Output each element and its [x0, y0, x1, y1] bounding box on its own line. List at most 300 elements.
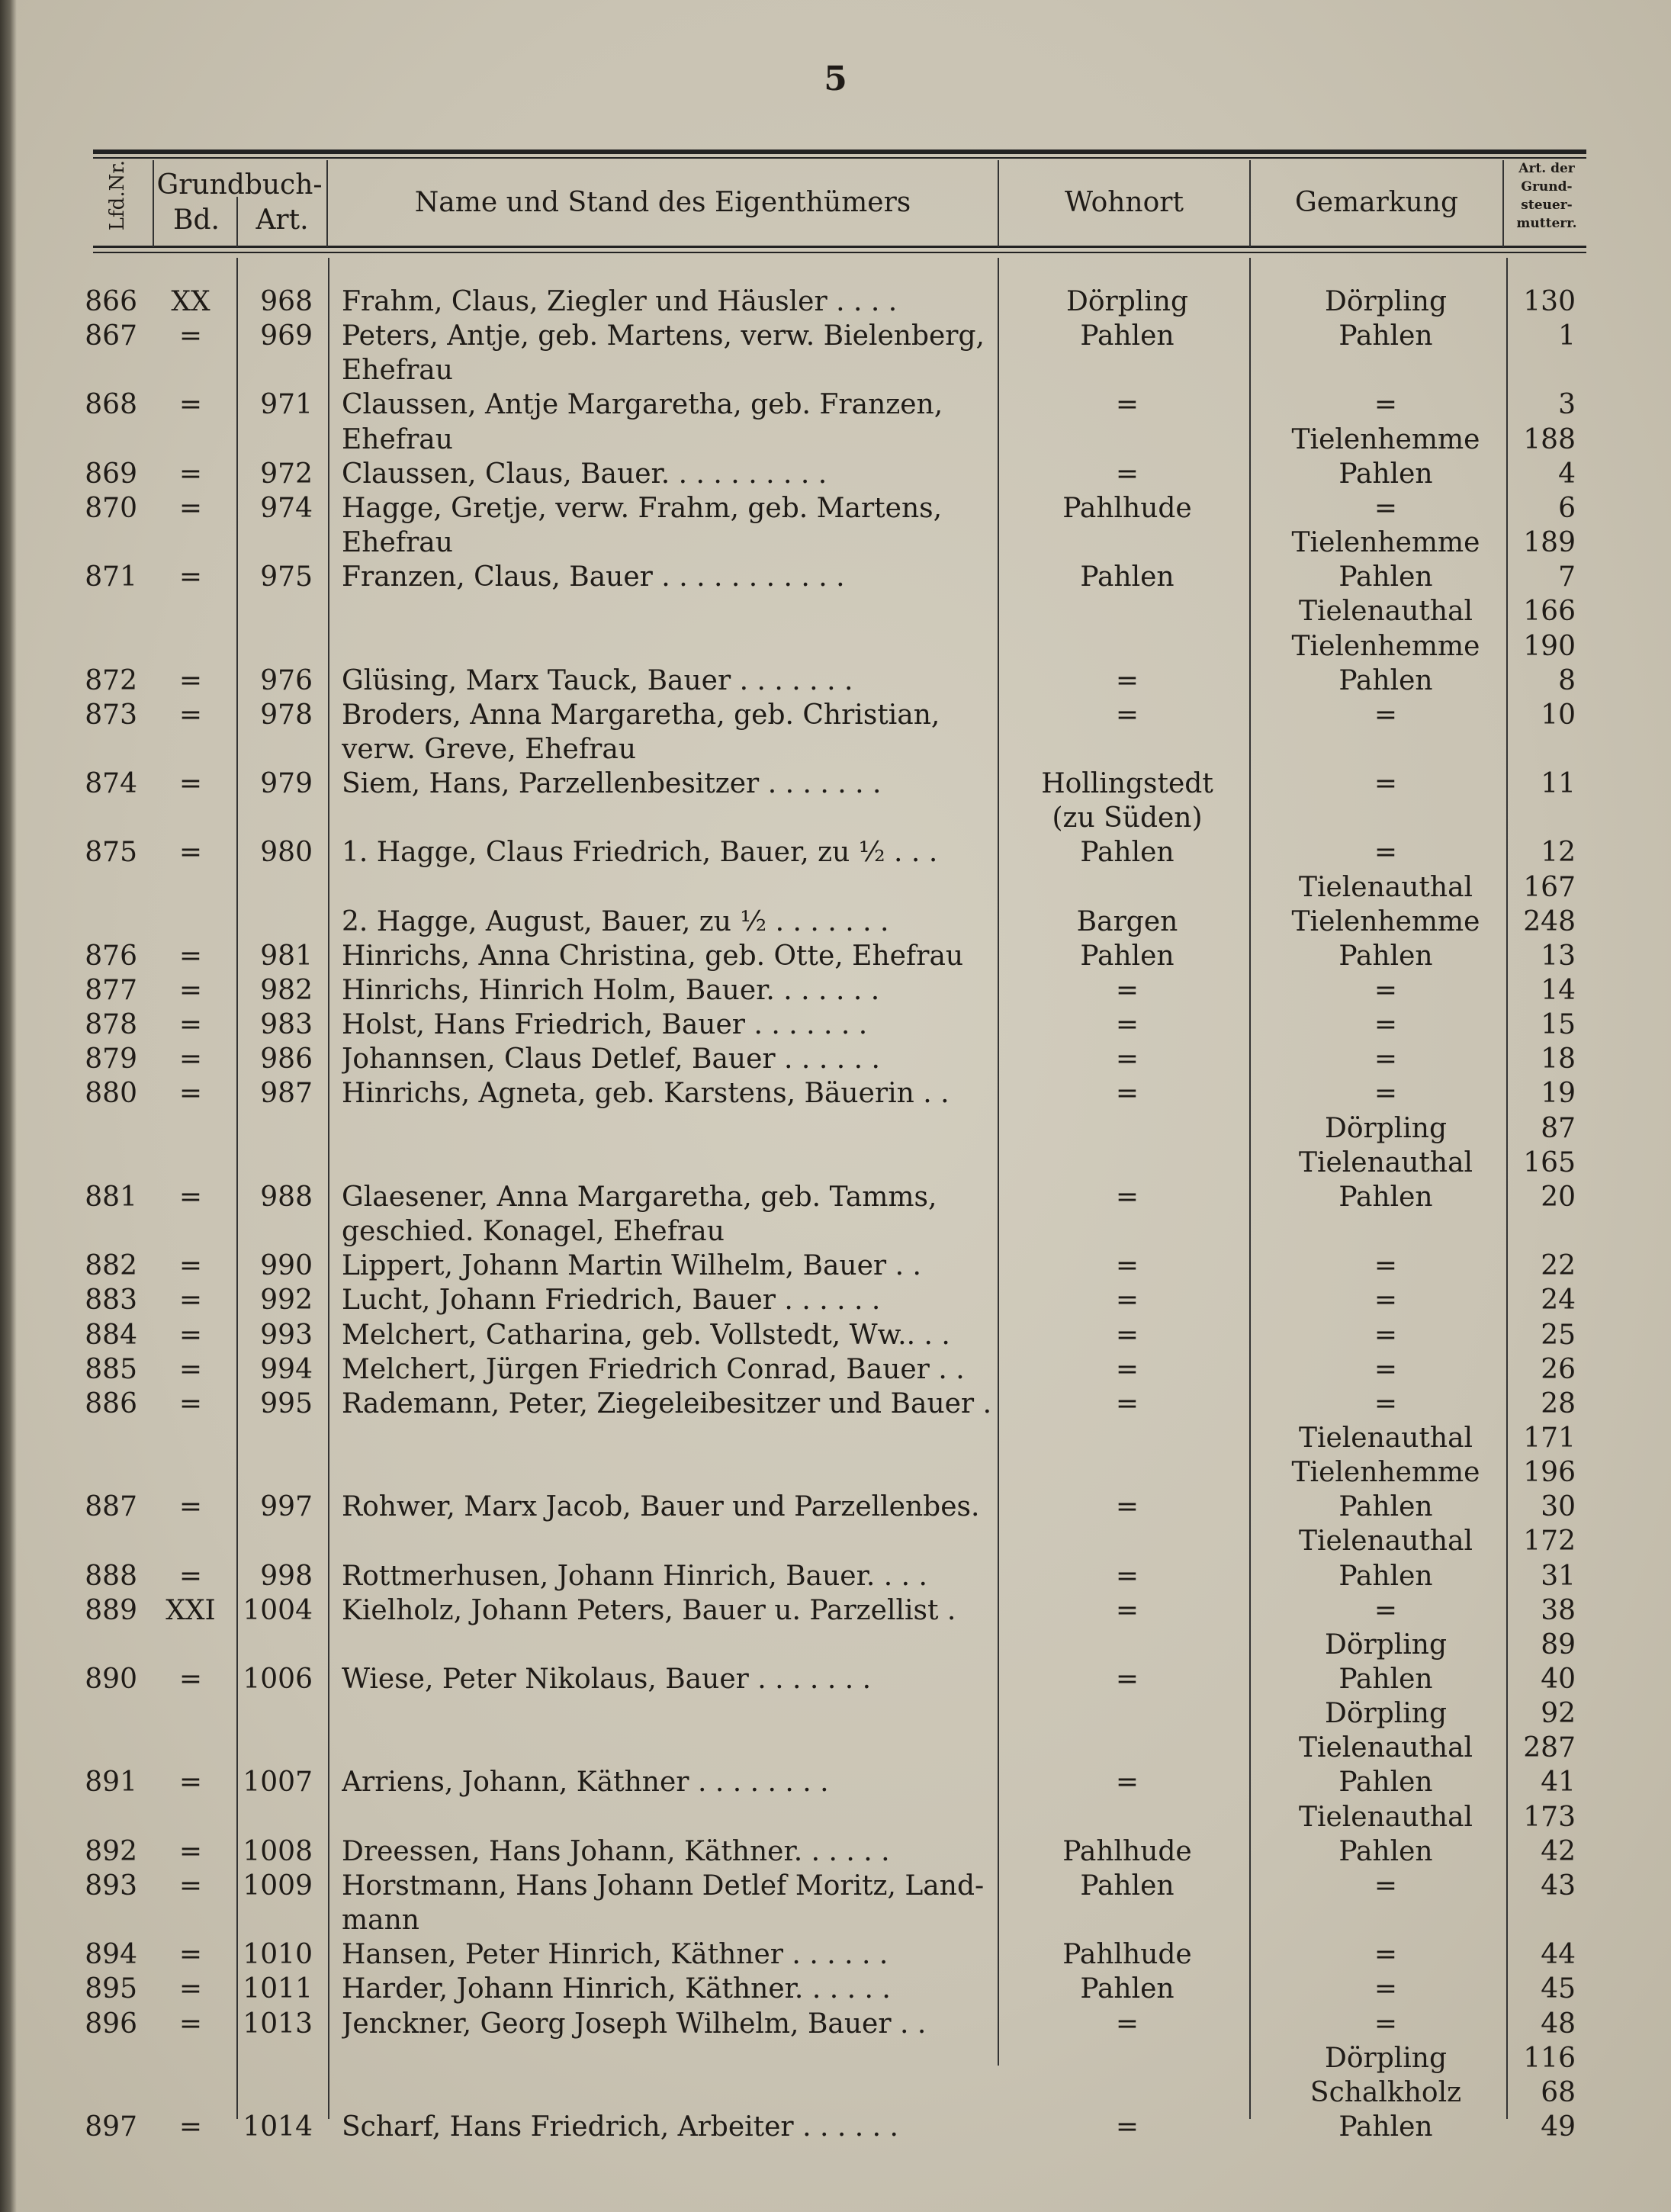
wohnort-cell: =: [1115, 699, 1139, 731]
table-row: [0, 1559, 1671, 1593]
mutterrolle-nr-cell: 7: [1558, 561, 1576, 593]
table-row: [0, 1455, 1671, 1490]
table-row: [0, 1869, 1671, 1903]
lfd-nr-cell: 877: [85, 975, 137, 1006]
grundbuch-bd-cell: =: [178, 2111, 203, 2143]
grundbuch-art-cell: 979: [260, 768, 313, 799]
table-row: [0, 1834, 1671, 1869]
wohnort-cell: Pahlhude: [1062, 1836, 1192, 1867]
grundbuch-bd-cell: =: [178, 1870, 203, 1902]
wohnort-cell: Pahlen: [1080, 837, 1175, 868]
gemarkung-cell: Pahlen: [1338, 1767, 1433, 1798]
mutterrolle-nr-cell: 188: [1523, 424, 1576, 455]
grundbuch-art-cell: 981: [260, 940, 313, 972]
mutterrolle-nr-cell: 248: [1523, 906, 1576, 937]
table-row: [0, 870, 1671, 905]
table-row: [0, 1524, 1671, 1558]
gemarkung-cell: Pahlen: [1338, 320, 1433, 352]
grundbuch-art-cell: 969: [260, 320, 313, 352]
owner-name-cell: Scharf, Hans Friedrich, Arbeiter . . . . . .: [342, 2111, 898, 2143]
grundbuch-bd-cell: =: [178, 699, 203, 731]
gemarkung-cell: Tielenauthal: [1298, 1732, 1473, 1763]
table-row: [0, 457, 1671, 491]
mutterrolle-nr-cell: 41: [1541, 1767, 1576, 1798]
wohnort-cell: =: [1115, 1561, 1139, 1592]
gemarkung-cell: Tielenauthal: [1298, 1526, 1473, 1557]
mutterrolle-nr-cell: 130: [1523, 286, 1576, 317]
header-art: Art.: [255, 204, 309, 236]
grundbuch-art-cell: 1007: [243, 1767, 313, 1798]
lfd-nr-cell: 874: [85, 768, 137, 799]
mutterrolle-nr-cell: 68: [1541, 2077, 1576, 2108]
grundbuch-bd-cell: =: [178, 561, 203, 593]
table-row: [0, 1076, 1671, 1111]
mutterrolle-nr-cell: 89: [1541, 1629, 1576, 1661]
mutterrolle-nr-cell: 28: [1541, 1388, 1576, 1419]
grundbuch-art-cell: 1010: [243, 1939, 313, 1970]
wohnort-cell: =: [1115, 1664, 1139, 1695]
owner-name-cell: Hinrichs, Hinrich Holm, Bauer. . . . . . .: [342, 975, 880, 1006]
lfd-nr-cell: 866: [85, 286, 137, 317]
mutterrolle-nr-cell: 172: [1523, 1526, 1576, 1557]
mutterrolle-nr-cell: 22: [1541, 1250, 1576, 1281]
owner-name-cell: Ehefrau: [342, 527, 453, 558]
grundbuch-bd-cell: =: [178, 1182, 203, 1213]
owner-name-cell: Peters, Antje, geb. Martens, verw. Bielenberg,: [342, 320, 985, 352]
grundbuch-art-cell: 982: [260, 975, 313, 1006]
grundbuch-bd-cell: =: [178, 389, 203, 420]
wohnort-cell: =: [1115, 1250, 1139, 1281]
grundbuch-art-cell: 997: [260, 1491, 313, 1522]
lfd-nr-cell: 870: [85, 493, 137, 524]
mutterrolle-nr-cell: 24: [1541, 1284, 1576, 1316]
table-row: [0, 1490, 1671, 1524]
mutterrolle-nr-cell: 6: [1558, 493, 1576, 524]
mutterrolle-nr-cell: 287: [1523, 1732, 1576, 1763]
gemarkung-cell: Pahlen: [1338, 1836, 1433, 1867]
grundbuch-bd-cell: =: [178, 1354, 203, 1385]
header-wohnort: Wohnort: [1065, 187, 1184, 218]
grundbuch-art-cell: 971: [260, 389, 313, 420]
owner-name-cell: Arriens, Johann, Käthner . . . . . . . .: [342, 1767, 829, 1798]
mutterrolle-nr-cell: 38: [1541, 1595, 1576, 1626]
table-row: [0, 1937, 1671, 1972]
header-lfd-nr: Lfd.Nr.: [106, 159, 129, 231]
lfd-nr-cell: 878: [85, 1009, 137, 1040]
table-row: [0, 491, 1671, 526]
table-row: [0, 594, 1671, 629]
owner-name-cell: mann: [342, 1905, 419, 1936]
gemarkung-cell: =: [1374, 1250, 1398, 1281]
owner-name-cell: Rottmerhusen, Johann Hinrich, Bauer. . . .: [342, 1561, 927, 1592]
grundbuch-art-cell: 980: [260, 837, 313, 868]
owner-name-cell: Frahm, Claus, Ziegler und Häusler . . . .: [342, 286, 898, 317]
table-row: [0, 2041, 1671, 2075]
gemarkung-cell: Dörpling: [1324, 2043, 1448, 2074]
owner-name-cell: Melchert, Jürgen Friedrich Conrad, Bauer . .: [342, 1354, 965, 1385]
owner-name-cell: Kielholz, Johann Peters, Bauer u. Parzellist .: [342, 1595, 956, 1626]
mutterrolle-nr-cell: 4: [1558, 458, 1576, 490]
grundbuch-art-cell: 1004: [243, 1595, 313, 1626]
table-row: [0, 526, 1671, 560]
grundbuch-bd-cell: =: [178, 1320, 203, 1351]
grundbuch-bd-cell: =: [178, 1836, 203, 1867]
lfd-nr-cell: 872: [85, 665, 137, 696]
gemarkung-cell: =: [1374, 1388, 1398, 1419]
table-row: [0, 939, 1671, 973]
gemarkung-cell: =: [1374, 2008, 1398, 2040]
wohnort-cell: Dörpling: [1065, 286, 1189, 317]
table-row: [0, 285, 1671, 319]
grundbuch-bd-cell: XXI: [165, 1595, 216, 1626]
table-row: [0, 1111, 1671, 1146]
lfd-nr-cell: 873: [85, 699, 137, 731]
gemarkung-cell: =: [1374, 1595, 1398, 1626]
lfd-nr-cell: 867: [85, 320, 137, 352]
table-row: [0, 387, 1671, 422]
owner-name-cell: Rademann, Peter, Ziegeleibesitzer und Bauer .: [342, 1388, 992, 1419]
table-row: [0, 423, 1671, 457]
grundbuch-bd-cell: =: [178, 1767, 203, 1798]
mutterrolle-nr-cell: 19: [1541, 1078, 1576, 1109]
table-row: [0, 2075, 1671, 2110]
owner-name-cell: Ehefrau: [342, 355, 453, 386]
owner-name-cell: Dreessen, Hans Johann, Käthner. . . . . .: [342, 1836, 890, 1867]
grundbuch-art-cell: 972: [260, 458, 313, 490]
mutterrolle-nr-cell: 116: [1523, 2043, 1576, 2074]
lfd-nr-cell: 881: [85, 1182, 137, 1213]
gemarkung-cell: Tielenauthal: [1298, 872, 1473, 903]
mutterrolle-nr-cell: 190: [1523, 631, 1576, 662]
gemarkung-cell: =: [1374, 1009, 1398, 1040]
header-bd: Bd.: [173, 204, 220, 236]
mutterrolle-nr-cell: 8: [1558, 665, 1576, 696]
table-row: [0, 1042, 1671, 1076]
mutterrolle-nr-cell: 196: [1523, 1457, 1576, 1488]
mutterrolle-nr-cell: 3: [1558, 389, 1576, 420]
table-row: [0, 1421, 1671, 1455]
lfd-nr-cell: 868: [85, 389, 137, 420]
gemarkung-cell: Pahlen: [1338, 458, 1433, 490]
mutterrolle-nr-cell: 14: [1541, 975, 1576, 1006]
table-row: [0, 732, 1671, 767]
mutterrolle-nr-cell: 31: [1541, 1561, 1576, 1592]
mutterrolle-nr-cell: 43: [1541, 1870, 1576, 1902]
header-top-rule-thin: [93, 157, 1586, 159]
header-art-grundsteuer-3: steuer-: [1521, 198, 1573, 213]
table-row: [0, 1800, 1671, 1834]
header-art-grundsteuer-4: mutterr.: [1516, 216, 1577, 231]
gemarkung-cell: Pahlen: [1338, 2111, 1433, 2143]
header-bottom-rule-thin: [93, 252, 1586, 253]
gemarkung-cell: Dörpling: [1324, 1629, 1448, 1661]
gemarkung-cell: =: [1374, 389, 1398, 420]
gemarkung-cell: Tielenauthal: [1298, 1423, 1473, 1454]
table-row: [0, 1593, 1671, 1628]
owner-name-cell: geschied. Konagel, Ehefrau: [342, 1216, 725, 1247]
owner-name-cell: verw. Greve, Ehefrau: [342, 734, 637, 765]
table-row: [0, 1731, 1671, 1765]
gemarkung-cell: Tielenhemme: [1291, 631, 1480, 662]
gemarkung-cell: Dörpling: [1324, 286, 1448, 317]
gemarkung-cell: =: [1374, 1939, 1398, 1970]
gemarkung-cell: Pahlen: [1338, 1561, 1433, 1592]
grundbuch-art-cell: 978: [260, 699, 313, 731]
wohnort-cell: Pahlen: [1080, 1870, 1175, 1902]
grundbuch-art-cell: 1008: [243, 1836, 313, 1867]
grundbuch-bd-cell: =: [178, 768, 203, 799]
wohnort-cell: =: [1115, 1491, 1139, 1522]
owner-name-cell: Holst, Hans Friedrich, Bauer . . . . . . .: [342, 1009, 868, 1040]
wohnort-cell: =: [1115, 1388, 1139, 1419]
lfd-nr-cell: 880: [85, 1078, 137, 1109]
grundbuch-art-cell: 968: [260, 286, 313, 317]
table-row: [0, 1352, 1671, 1387]
lfd-nr-cell: 888: [85, 1561, 137, 1592]
owner-name-cell: Melchert, Catharina, geb. Vollstedt, Ww.. . .: [342, 1320, 950, 1351]
owner-name-cell: Wiese, Peter Nikolaus, Bauer . . . . . . .: [342, 1664, 872, 1695]
wohnort-cell: =: [1115, 1078, 1139, 1109]
owner-name-cell: Horstmann, Hans Johann Detlef Moritz, Land-: [342, 1870, 985, 1902]
grundbuch-bd-cell: =: [178, 1561, 203, 1592]
wohnort-cell: =: [1115, 1767, 1139, 1798]
grundbuch-art-cell: 1009: [243, 1870, 313, 1902]
mutterrolle-nr-cell: 189: [1523, 527, 1576, 558]
wohnort-cell: Pahlen: [1080, 320, 1175, 352]
gemarkung-cell: Schalkholz: [1309, 2077, 1462, 2108]
header-art-grundsteuer-2: Grund-: [1521, 179, 1573, 195]
table-row: [0, 1283, 1671, 1317]
gemarkung-cell: =: [1374, 1320, 1398, 1351]
table-row: [0, 664, 1671, 698]
table-row: [0, 1387, 1671, 1421]
wohnort-cell: =: [1115, 1284, 1139, 1316]
owner-name-cell: Lucht, Johann Friedrich, Bauer . . . . . .: [342, 1284, 881, 1316]
header-bottom-rule: [93, 246, 1586, 248]
grundbuch-art-cell: 975: [260, 561, 313, 593]
gemarkung-cell: =: [1374, 1870, 1398, 1902]
grundbuch-bd-cell: =: [178, 1250, 203, 1281]
grundbuch-art-cell: 994: [260, 1354, 313, 1385]
grundbuch-bd-cell: =: [178, 1939, 203, 1970]
wohnort-cell: =: [1115, 458, 1139, 490]
page-number: 5: [824, 59, 847, 98]
table-row: [0, 629, 1671, 664]
grundbuch-bd-cell: =: [178, 940, 203, 972]
wohnort-cell: Hollingstedt: [1041, 768, 1213, 799]
owner-name-cell: Rohwer, Marx Jacob, Bauer und Parzellenbes.: [342, 1491, 980, 1522]
header-name: Name und Stand des Eigenthümers: [414, 187, 911, 218]
gemarkung-cell: Pahlen: [1338, 1664, 1433, 1695]
grundbuch-art-cell: 974: [260, 493, 313, 524]
gemarkung-cell: Pahlen: [1338, 940, 1433, 972]
grundbuch-art-cell: 986: [260, 1043, 313, 1075]
owner-name-cell: Hansen, Peter Hinrich, Käthner . . . . . .: [342, 1939, 889, 1970]
header-top-rule: [93, 150, 1586, 154]
owner-name-cell: Glüsing, Marx Tauck, Bauer . . . . . . .: [342, 665, 853, 696]
mutterrolle-nr-cell: 13: [1541, 940, 1576, 972]
mutterrolle-nr-cell: 26: [1541, 1354, 1576, 1385]
gemarkung-cell: Tielenauthal: [1298, 596, 1473, 627]
owner-name-cell: Siem, Hans, Parzellenbesitzer . . . . . . .: [342, 768, 882, 799]
grundbuch-bd-cell: =: [178, 1284, 203, 1316]
grundbuch-bd-cell: XX: [171, 286, 210, 317]
mutterrolle-nr-cell: 15: [1541, 1009, 1576, 1040]
wohnort-cell: Pahlen: [1080, 1973, 1175, 2005]
grundbuch-art-cell: 976: [260, 665, 313, 696]
lfd-nr-cell: 895: [85, 1973, 137, 2005]
mutterrolle-nr-cell: 1: [1558, 320, 1576, 352]
table-row: [0, 973, 1671, 1008]
table-row: [0, 1318, 1671, 1352]
owner-name-cell: Claussen, Antje Margaretha, geb. Franzen,: [342, 389, 943, 420]
table-row: [0, 1249, 1671, 1283]
grundbuch-art-cell: 1013: [243, 2008, 313, 2040]
lfd-nr-cell: 886: [85, 1388, 137, 1419]
table-row: [0, 353, 1671, 387]
gemarkung-cell: Tielenauthal: [1298, 1802, 1473, 1833]
table-row: [0, 767, 1671, 801]
mutterrolle-nr-cell: 12: [1541, 837, 1576, 868]
mutterrolle-nr-cell: 171: [1523, 1423, 1576, 1454]
header-art-grundsteuer-1: Art. der: [1518, 161, 1575, 176]
lfd-nr-cell: 884: [85, 1320, 137, 1351]
grundbuch-bd-cell: =: [178, 837, 203, 868]
mutterrolle-nr-cell: 25: [1541, 1320, 1576, 1351]
owner-name-cell: Hagge, Gretje, verw. Frahm, geb. Martens,: [342, 493, 943, 524]
wohnort-cell: =: [1115, 975, 1139, 1006]
grundbuch-bd-cell: =: [178, 1973, 203, 2005]
grundbuch-bd-cell: =: [178, 493, 203, 524]
lfd-nr-cell: 890: [85, 1664, 137, 1695]
wohnort-cell: =: [1115, 1354, 1139, 1385]
mutterrolle-nr-cell: 44: [1541, 1939, 1576, 1970]
wohnort-cell: Pahlen: [1080, 940, 1175, 972]
gemarkung-cell: Tielenhemme: [1291, 424, 1480, 455]
table-row: [0, 1214, 1671, 1249]
grundbuch-bd-cell: =: [178, 1491, 203, 1522]
gemarkung-cell: =: [1374, 493, 1398, 524]
grundbuch-art-cell: 995: [260, 1388, 313, 1419]
header-grundbuch: Grundbuch-: [156, 169, 323, 201]
table-row: [0, 1696, 1671, 1731]
gemarkung-cell: =: [1374, 699, 1398, 731]
lfd-nr-cell: 897: [85, 2111, 137, 2143]
gemarkung-cell: =: [1374, 1078, 1398, 1109]
lfd-nr-cell: 875: [85, 837, 137, 868]
grundbuch-bd-cell: =: [178, 1388, 203, 1419]
gemarkung-cell: =: [1374, 1043, 1398, 1075]
owner-name-cell: Franzen, Claus, Bauer . . . . . . . . . . .: [342, 561, 845, 593]
lfd-nr-cell: 869: [85, 458, 137, 490]
table-row: [0, 905, 1671, 939]
lfd-nr-cell: 887: [85, 1491, 137, 1522]
grundbuch-bd-cell: =: [178, 320, 203, 352]
header-gemarkung: Gemarkung: [1294, 187, 1459, 218]
lfd-nr-cell: 893: [85, 1870, 137, 1902]
grundbuch-bd-cell: =: [178, 2008, 203, 2040]
mutterrolle-nr-cell: 40: [1541, 1664, 1576, 1695]
gemarkung-cell: Pahlen: [1338, 1182, 1433, 1213]
wohnort-cell: =: [1115, 665, 1139, 696]
mutterrolle-nr-cell: 173: [1523, 1802, 1576, 1833]
gemarkung-cell: =: [1374, 1354, 1398, 1385]
grundbuch-art-cell: 992: [260, 1284, 313, 1316]
owner-name-cell: Hinrichs, Agneta, geb. Karstens, Bäuerin . .: [342, 1078, 950, 1109]
lfd-nr-cell: 879: [85, 1043, 137, 1075]
lfd-nr-cell: 896: [85, 2008, 137, 2040]
owner-name-cell: Broders, Anna Margaretha, geb. Christian,: [342, 699, 940, 731]
mutterrolle-nr-cell: 167: [1523, 872, 1576, 903]
mutterrolle-nr-cell: 48: [1541, 2008, 1576, 2040]
grundbuch-art-cell: 1006: [243, 1664, 313, 1695]
mutterrolle-nr-cell: 42: [1541, 1836, 1576, 1867]
mutterrolle-nr-cell: 18: [1541, 1043, 1576, 1075]
table-row: [0, 835, 1671, 870]
wohnort-cell: =: [1115, 1595, 1139, 1626]
gemarkung-cell: Dörpling: [1324, 1113, 1448, 1144]
mutterrolle-nr-cell: 11: [1541, 768, 1576, 799]
gemarkung-cell: Dörpling: [1324, 1698, 1448, 1729]
wohnort-cell: (zu Süden): [1052, 802, 1203, 834]
table-row: [0, 801, 1671, 835]
wohnort-cell: Bargen: [1076, 906, 1178, 937]
mutterrolle-nr-cell: 20: [1541, 1182, 1576, 1213]
wohnort-cell: Pahlhude: [1062, 1939, 1192, 1970]
table-row: [0, 1662, 1671, 1696]
owner-name-cell: Jenckner, Georg Joseph Wilhelm, Bauer . .: [342, 2008, 927, 2040]
grundbuch-bd-cell: =: [178, 458, 203, 490]
owner-name-cell: 2. Hagge, August, Bauer, zu ½ . . . . . . .: [342, 906, 889, 937]
table-row: [0, 1903, 1671, 1937]
gemarkung-cell: =: [1374, 837, 1398, 868]
gemarkung-cell: Tielenhemme: [1291, 527, 1480, 558]
wohnort-cell: =: [1115, 1182, 1139, 1213]
wohnort-cell: =: [1115, 2111, 1139, 2143]
owner-name-cell: Hinrichs, Anna Christina, geb. Otte, Ehefrau: [342, 940, 964, 972]
owner-name-cell: Claussen, Claus, Bauer. . . . . . . . . .: [342, 458, 827, 490]
grundbuch-art-cell: 1011: [243, 1973, 313, 2005]
lfd-nr-cell: 871: [85, 561, 137, 593]
table-row: [0, 1628, 1671, 1662]
gemarkung-cell: =: [1374, 768, 1398, 799]
gemarkung-cell: =: [1374, 1973, 1398, 2005]
wohnort-cell: =: [1115, 389, 1139, 420]
grundbuch-bd-cell: =: [178, 975, 203, 1006]
grundbuch-art-cell: 998: [260, 1561, 313, 1592]
mutterrolle-nr-cell: 87: [1541, 1113, 1576, 1144]
wohnort-cell: =: [1115, 1009, 1139, 1040]
table-row: [0, 1765, 1671, 1799]
gemarkung-cell: Tielenhemme: [1291, 1457, 1480, 1488]
table-row: [0, 2007, 1671, 2041]
table-row: [0, 560, 1671, 594]
table-row: [0, 1146, 1671, 1180]
mutterrolle-nr-cell: 10: [1541, 699, 1576, 731]
table-row: [0, 319, 1671, 353]
grundbuch-art-cell: 1014: [243, 2111, 313, 2143]
lfd-nr-cell: 885: [85, 1354, 137, 1385]
table-row: [0, 1008, 1671, 1042]
grundbuch-art-cell: 990: [260, 1250, 313, 1281]
grundbuch-art-cell: 993: [260, 1320, 313, 1351]
mutterrolle-nr-cell: 165: [1523, 1147, 1576, 1178]
mutterrolle-nr-cell: 166: [1523, 596, 1576, 627]
mutterrolle-nr-cell: 30: [1541, 1491, 1576, 1522]
gemarkung-cell: Pahlen: [1338, 665, 1433, 696]
grundbuch-bd-cell: =: [178, 1664, 203, 1695]
grundbuch-bd-cell: =: [178, 1009, 203, 1040]
